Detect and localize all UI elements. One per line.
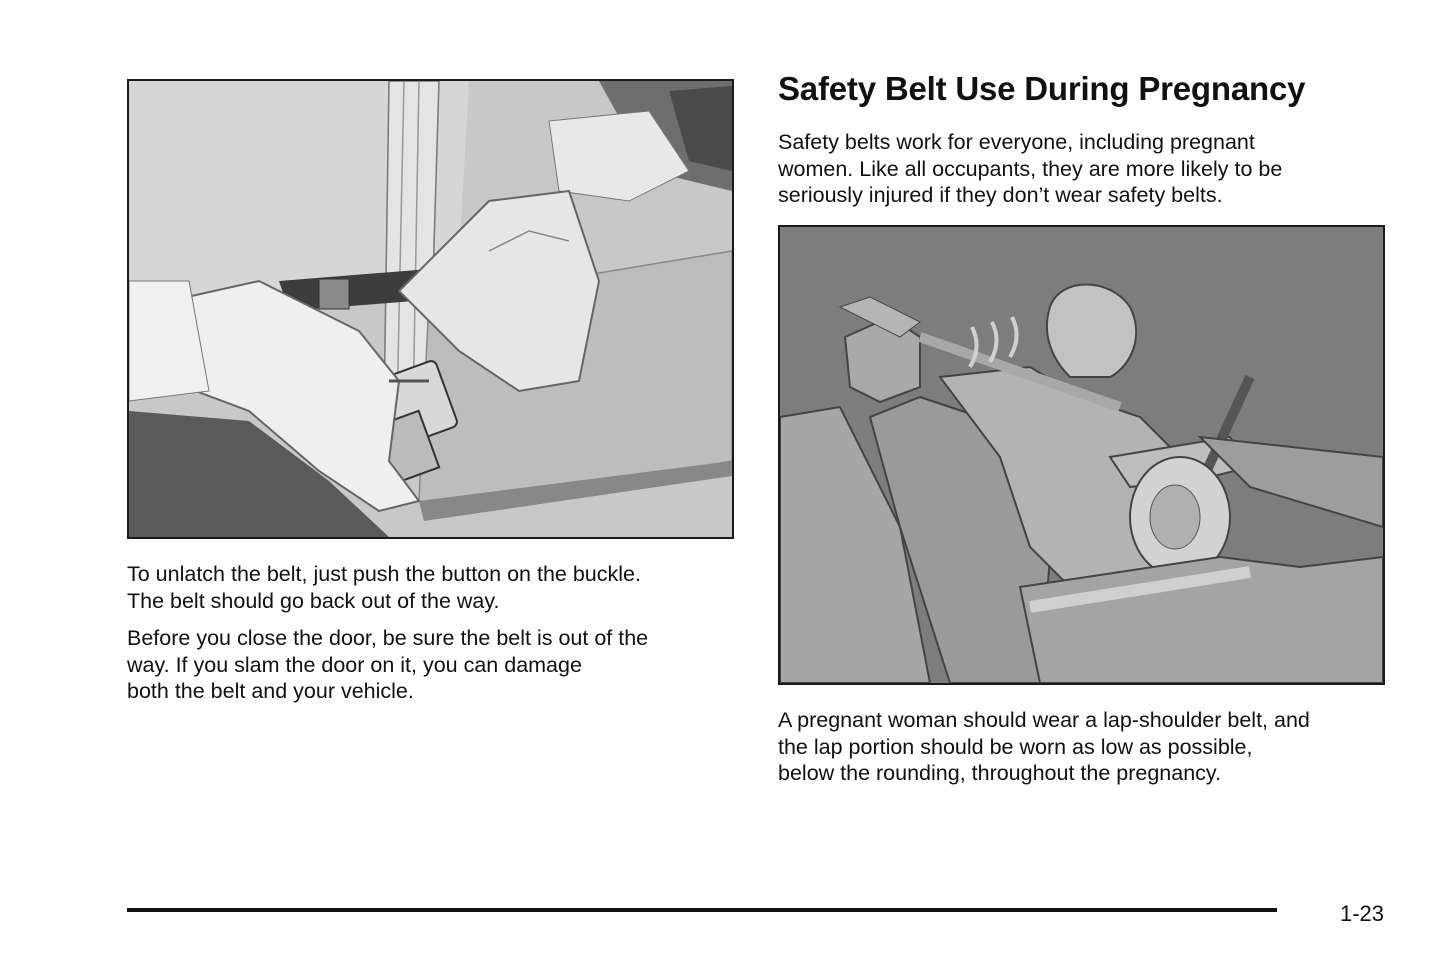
lap-belt-caption: A pregnant woman should wear a lap-shoulder belt, and the lap portion should be worn as low as possible, below the rounding, throughout the pregnancy. [778, 708, 1310, 785]
intro-paragraph: Safety belts work for everyone, including pregnant women. Like all occupants, they are more likely to be seriously injured if they don’t wear safety belts. [778, 130, 1283, 207]
buckle-illustration [127, 79, 734, 539]
pregnancy-belt-illustration [778, 225, 1385, 685]
section-heading: Safety Belt Use During Pregnancy [778, 70, 1306, 107]
unlatch-caption: To unlatch the belt, just push the button on the buckle. The belt should go back out of the way. [127, 562, 641, 613]
footer-rule [127, 908, 1277, 912]
door-warning-caption: Before you close the door, be sure the belt is out of the way. If you slam the door on it, you can damage both the belt and your vehicle. [127, 626, 649, 703]
page-number: 1-23 [1340, 901, 1385, 926]
